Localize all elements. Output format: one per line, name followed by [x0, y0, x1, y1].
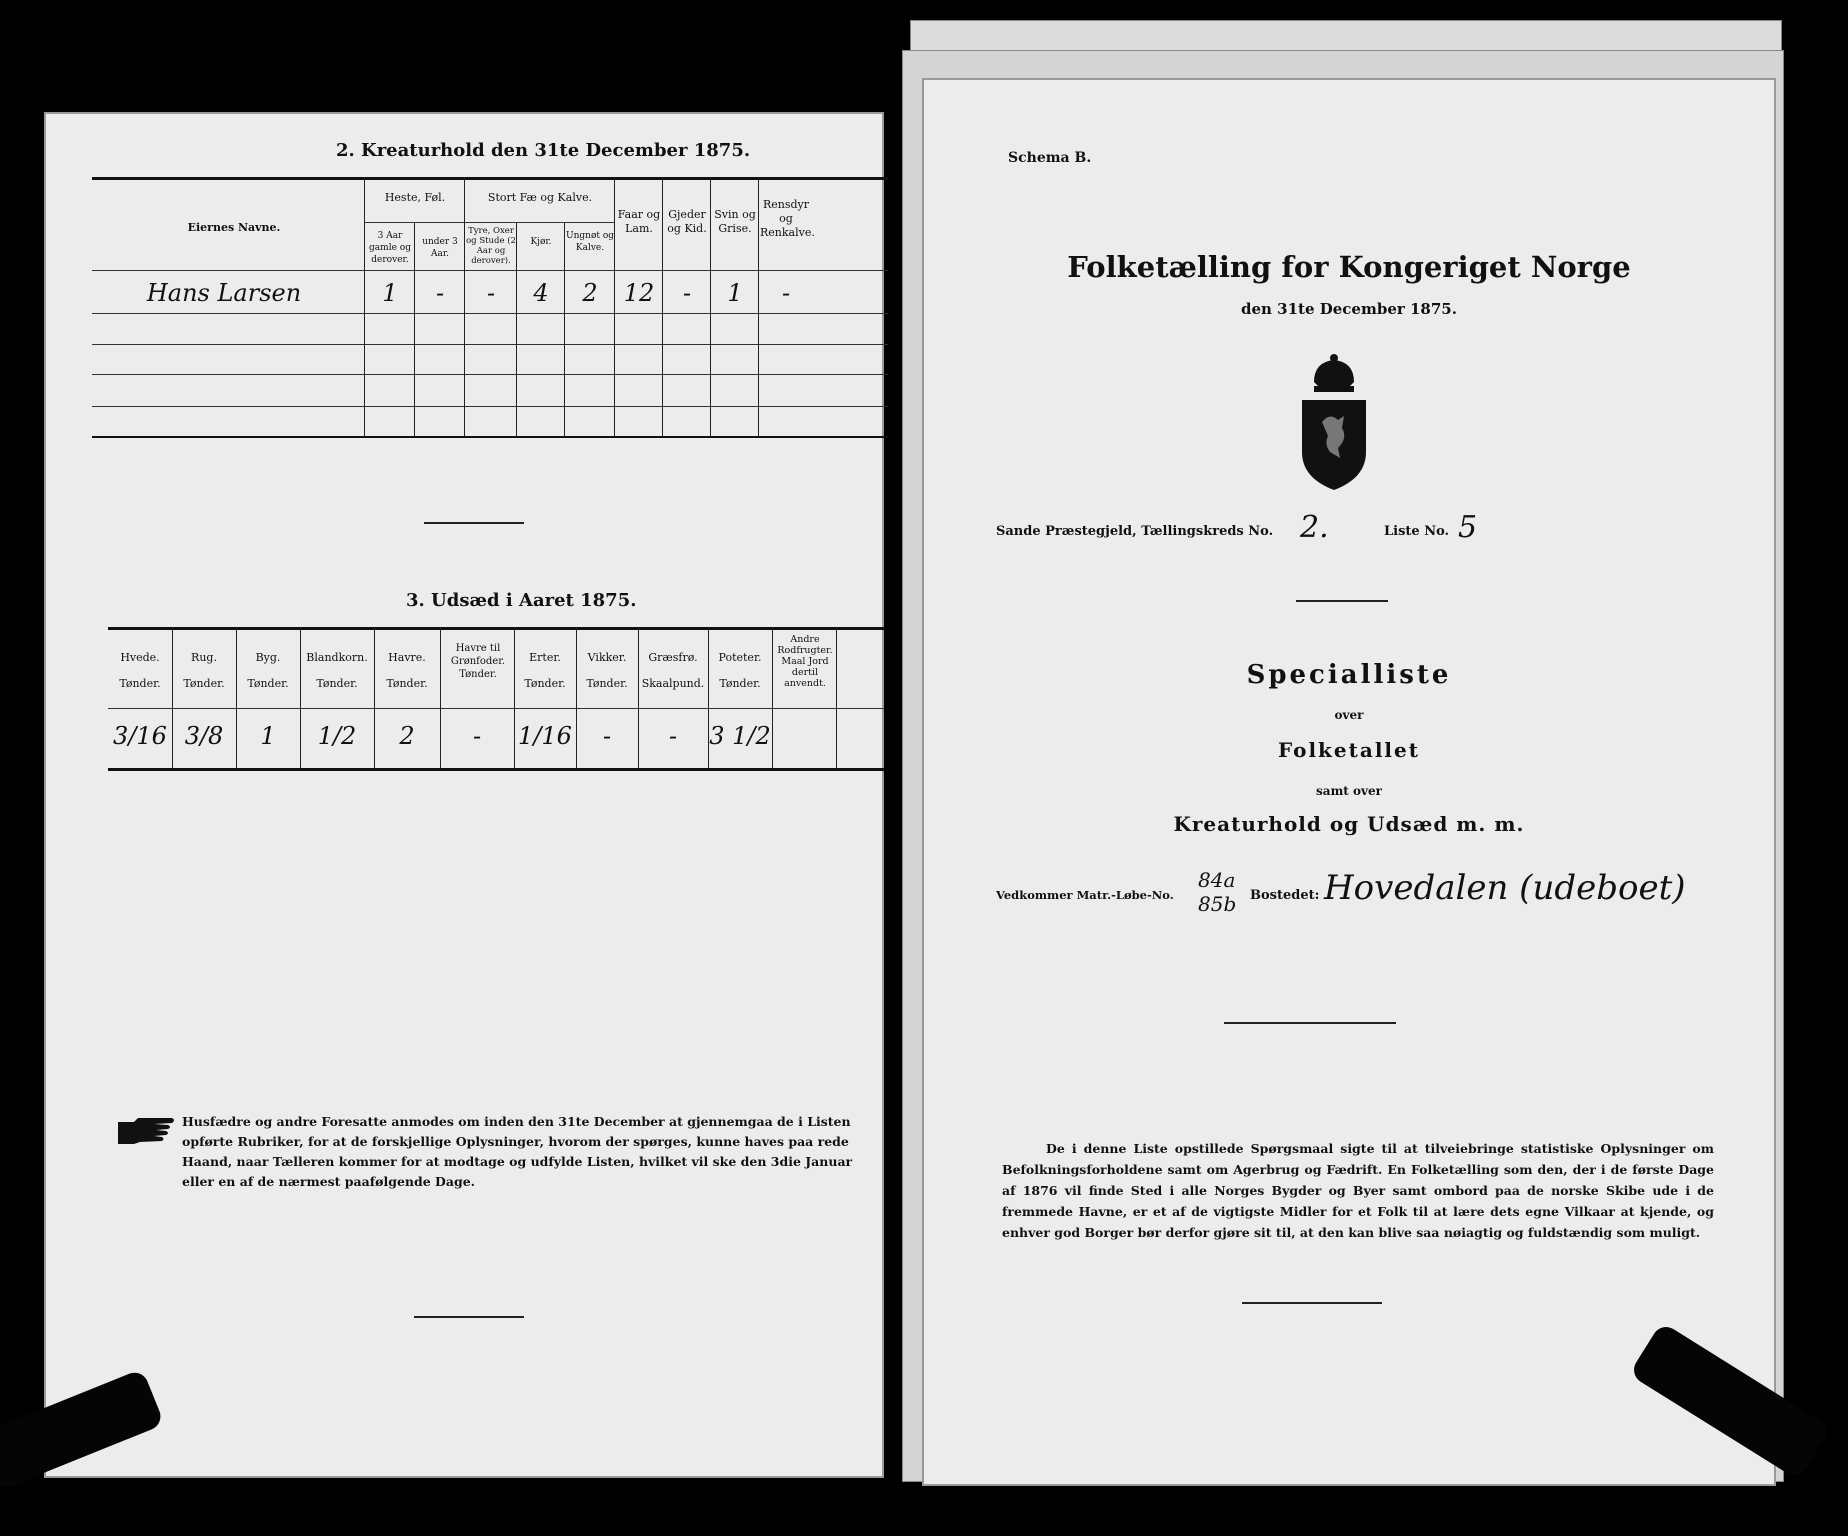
seed-header-byg: Byg. — [255, 651, 281, 664]
intro-paragraph: De i denne Liste opstillede Spørgsmaal sigte til at tilveiebringe statistiske Oplysninger om Befolkningsforholdene samt om Agerbrug og Fædrift. En Folketælling som den, der i de første Dage af 1876 vil finde Sted i alle Norges Bygder og Byer samt ombord paa de norske Skibe ude i de fremmede Havne, er et af de vigtigste Midler for et Folk til at lære dets egne Vilkaar at kjende, og enhver god Borger bør derfor gjøre sit til, at den kan blive saa nøiagtig og fuldstændig som muligt. — [1002, 1141, 1714, 1240]
main-title: Folketælling for Kongeriget Norge — [1067, 250, 1631, 284]
seed-header-rodfrugter: Andre Rodfrugter. — [777, 634, 833, 656]
seed-unit-vikker: Tønder. — [586, 677, 628, 690]
notice-text: Husfædre og andre Foresatte anmodes om inden den 31te December at gjennemgaa de i Listen opførte Rubriker, for at de forskjellige Oplysninger, hvorom der spørges, kunne haves paa rede Haand, naar Tælleren kommer for at modtage og udfylde Listen, hvilket vil ske den 3die Januar eller en af de nærmest paafølgende Dage. — [182, 1114, 853, 1189]
seed-value-vikker: - — [602, 722, 612, 750]
col-header-gjeder: Gjeder og Kid. — [667, 208, 707, 235]
owner-name: Hans Larsen — [146, 279, 302, 307]
col-header-faar: Faar og Lam. — [617, 208, 661, 235]
seed-header-hvede: Hvede. — [120, 651, 160, 664]
seed-value-gronfoder: - — [472, 722, 482, 750]
seed-header-graesfro: Græsfrø. — [648, 651, 698, 664]
col-header-rensdyr: Rensdyr og Renkalve. — [760, 198, 815, 239]
prestegjeld-label: Sande Præstegjeld, Tællingskreds No. — [996, 524, 1274, 539]
right-page — [922, 78, 1776, 1486]
seed-header-erter: Erter. — [529, 651, 561, 664]
seed-unit-erter: Tønder. — [524, 677, 566, 690]
seed-unit-gronfoder: Tønder. — [459, 669, 497, 680]
seed-value-hvede: 3/16 — [113, 722, 167, 750]
bostedet-label: Bostedet: — [1250, 888, 1320, 903]
cell-stort-b: 4 — [533, 279, 549, 307]
seed-unit-blandkorn: Tønder. — [316, 677, 358, 690]
matr-number-b: 85b — [1198, 892, 1237, 916]
seed-value-graesfro: - — [668, 722, 678, 750]
cell-gjeder: - — [682, 279, 692, 307]
specialliste-heading: Specialliste — [1246, 660, 1452, 690]
cell-stort-c: 2 — [582, 279, 598, 307]
col-header-heste: Heste, Føl. — [384, 191, 446, 204]
cell-rensdyr: - — [781, 279, 791, 307]
col-header-stort-b: Kjør. — [530, 237, 552, 247]
col-header-heste-a: 3 Aar gamle og derover. — [369, 231, 411, 265]
seed-unit-rodfrugter: Maal Jord dertil anvendt. — [781, 656, 829, 689]
cell-faar: 12 — [623, 279, 655, 307]
seed-unit-poteter: Tønder. — [719, 677, 761, 690]
cell-svin: 1 — [727, 279, 743, 307]
divider — [424, 522, 524, 524]
seed-unit-rug: Tønder. — [183, 677, 225, 690]
cell-heste-b: - — [435, 279, 445, 307]
cell-heste-a: 1 — [382, 279, 398, 307]
bostedet-value: Hovedalen (udeboet) — [1324, 868, 1686, 908]
col-header-stort-a: Tyre, Oxer og Stude (2 Aar og derover). — [466, 226, 516, 266]
col-header-svin: Svin og Grise. — [714, 208, 756, 235]
divider — [1224, 1022, 1396, 1024]
norway-coat-of-arms-icon — [1294, 352, 1374, 496]
seed-header-vikker: Vikker. — [587, 651, 627, 664]
main-subtitle: den 31te December 1875. — [1241, 300, 1457, 318]
col-header-name: Eiernes Navne. — [187, 221, 281, 234]
seed-unit-byg: Tønder. — [247, 677, 289, 690]
liste-label: Liste No. — [1384, 524, 1450, 539]
samt-over-text: samt over — [1316, 784, 1382, 798]
section3-title: 3. Udsæd i Aaret 1875. — [406, 590, 637, 611]
seed-unit-hvede: Tønder. — [119, 677, 161, 690]
schema-label: Schema B. — [1008, 150, 1092, 166]
seed-unit-graesfro: Skaalpund. — [641, 677, 705, 690]
divider — [1296, 600, 1388, 602]
pointing-hand-icon — [116, 1116, 178, 1150]
left-page — [44, 112, 884, 1478]
kreaturhold-heading: Kreaturhold og Udsæd m. m. — [1173, 812, 1525, 836]
matr-number-a: 84a — [1198, 868, 1236, 892]
seed-header-blandkorn: Blandkorn. — [306, 651, 368, 664]
seed-value-erter: 1/16 — [518, 722, 572, 750]
section2-title: 2. Kreaturhold den 31te December 1875. — [336, 140, 751, 161]
tellingskreds-number: 2. — [1300, 510, 1329, 545]
seed-header-havre: Havre. — [388, 651, 426, 664]
seed-value-rug: 3/8 — [184, 722, 224, 750]
divider — [414, 1316, 524, 1318]
folketallet-heading: Folketallet — [1278, 738, 1420, 762]
col-header-stort-c: Ungnøt og Kalve. — [566, 231, 615, 253]
cell-stort-a: - — [486, 279, 496, 307]
seed-value-blandkorn: 1/2 — [317, 722, 357, 750]
seed-header-poteter: Poteter. — [718, 651, 762, 664]
over-text: over — [1334, 708, 1364, 722]
liste-number: 5 — [1458, 510, 1478, 545]
seed-value-havre: 2 — [399, 722, 415, 750]
seed-header-gronfoder: Havre til Grønfoder. — [450, 643, 506, 667]
seed-header-rug: Rug. — [191, 651, 217, 664]
col-header-stort: Stort Fæ og Kalve. — [487, 191, 593, 204]
seed-unit-havre: Tønder. — [386, 677, 428, 690]
col-header-heste-b: under 3 Aar. — [422, 237, 458, 259]
divider — [1242, 1302, 1382, 1304]
seed-value-poteter: 3 1/2 — [709, 722, 771, 750]
matr-label: Vedkommer Matr.-Løbe-No. — [996, 888, 1174, 902]
seed-value-byg: 1 — [260, 722, 276, 750]
